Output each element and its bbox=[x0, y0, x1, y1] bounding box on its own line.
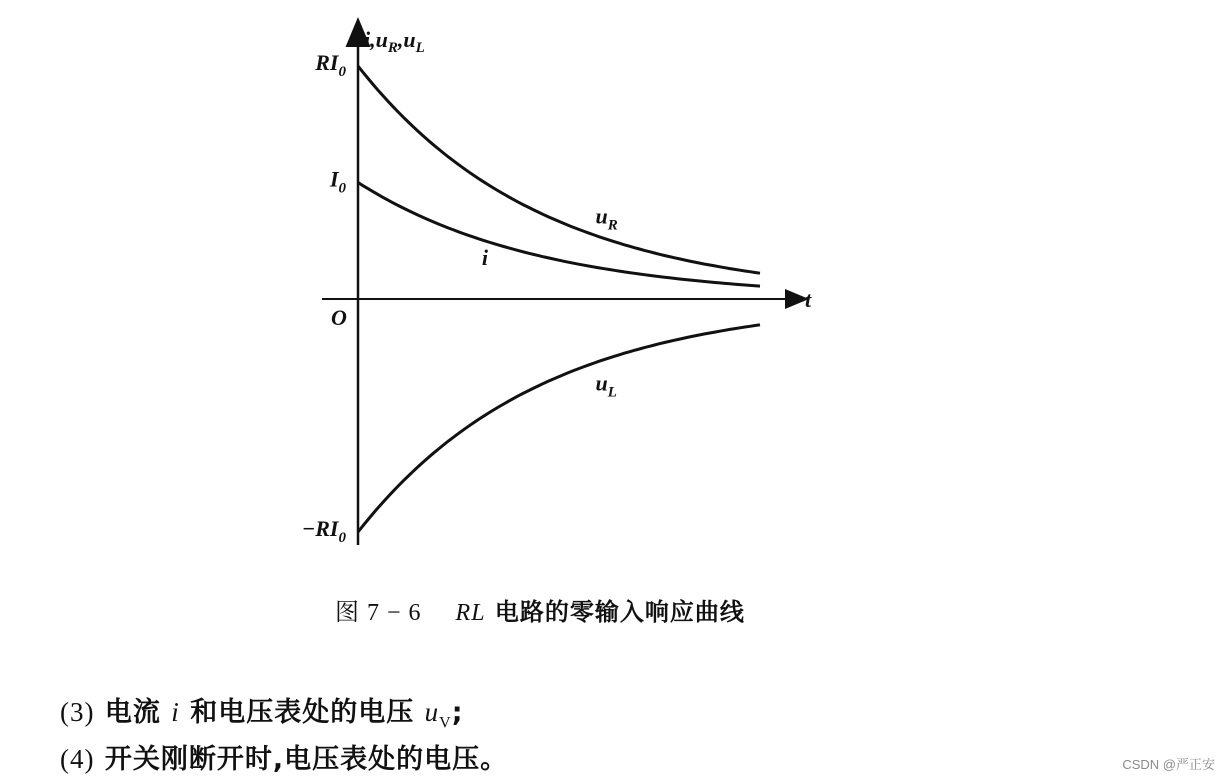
question-end: ; bbox=[451, 697, 464, 728]
x-axis-label: t bbox=[805, 287, 812, 312]
figure-caption bbox=[335, 592, 745, 627]
y-axis-label-sub-l: L bbox=[415, 40, 425, 56]
curve-label: i bbox=[481, 245, 489, 271]
y-tick-label: $I_0$ bbox=[329, 166, 346, 197]
y-axis-label-part: ,u bbox=[397, 27, 416, 52]
y-axis-label-sub-r: R bbox=[387, 40, 398, 56]
figure-number: 图 7 − 6 bbox=[335, 600, 422, 626]
var-u: u bbox=[424, 697, 440, 727]
question-number: (3) bbox=[60, 697, 95, 727]
curve-labels bbox=[482, 204, 618, 401]
var-u-sub: V bbox=[439, 714, 452, 732]
question-text: 和电压表处的电压 bbox=[190, 697, 415, 728]
question-number: (4) bbox=[60, 744, 95, 774]
question-3 bbox=[60, 690, 464, 732]
origin-label: O bbox=[331, 305, 347, 330]
question-text: 电流 bbox=[104, 697, 161, 728]
question-text: 开关刚断开时,电压表处的电压。 bbox=[104, 744, 509, 775]
curve-u-l bbox=[358, 325, 760, 532]
y-tick-label: $RI_0$ bbox=[315, 50, 346, 80]
curve-u-r bbox=[358, 66, 760, 273]
curve-i bbox=[358, 183, 760, 287]
caption-rl: RL bbox=[455, 600, 486, 626]
y-axis-label-part: i,u bbox=[364, 27, 388, 52]
y-axis-label bbox=[364, 27, 425, 56]
caption-text: 电路的零输入响应曲线 bbox=[494, 598, 745, 626]
curve-label: $u_L$ bbox=[595, 370, 617, 401]
watermark: CSDN @严正安 bbox=[1122, 757, 1215, 772]
y-tick-label: $-RI_0$ bbox=[301, 516, 346, 546]
curve-label: $u_R$ bbox=[595, 203, 618, 234]
question-4 bbox=[60, 737, 508, 776]
var-i: i bbox=[171, 697, 180, 727]
